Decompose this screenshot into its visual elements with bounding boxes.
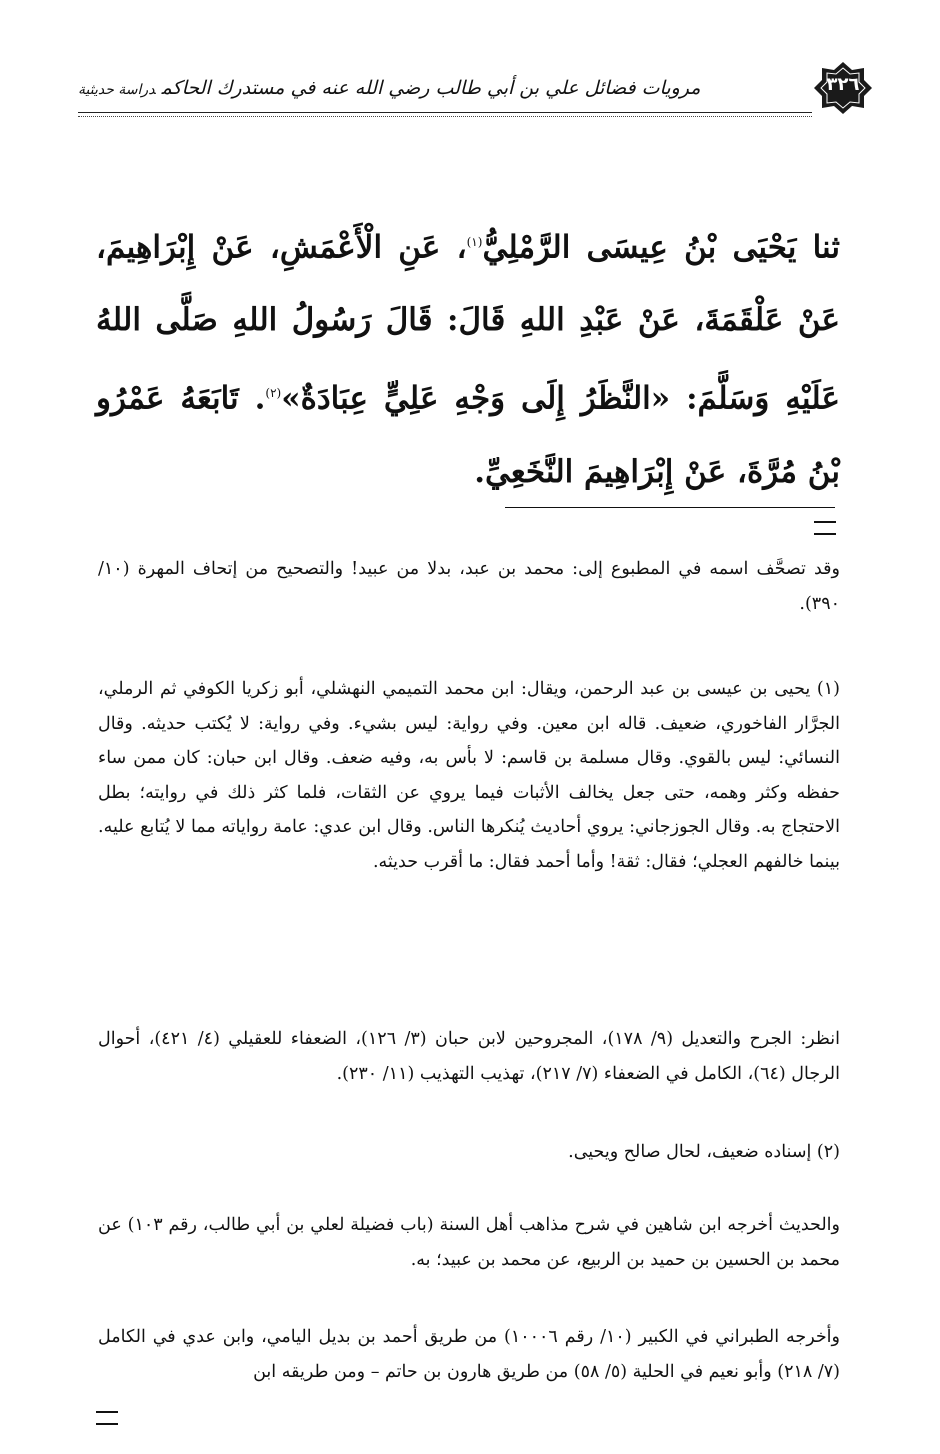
footnote-ref-1: (١) — [466, 235, 483, 249]
footnote-references: انظر: الجرح والتعديل (٩/ ١٧٨)، المجروحين لابن حبان (٣/ ١٢٦)، الضعفاء للعقيلي (٤/ ٤٢١)، أحوال الرجال (٦٤)، الكامل في الضعفاء (٧/ ٢١٧)، تهذيب التهذيب (١١/ ٢٣٠). — [98, 1029, 840, 1084]
hadith-part-3: . تَابَعَهُ عَمْرُو بْنُ مُرَّةَ، عَنْ إِبْرَاهِيمَ النَّخَعِيِّ. — [96, 380, 840, 490]
hadith-part-2: ، عَنِ الْأَعْمَشِ، عَنْ إِبْرَاهِيمَ، عَنْ عَلْقَمَةَ، عَنْ عَبْدِ اللهِ قَالَ: قَالَ رَسُولُ اللهِ صَلَّى اللهُ عَلَيْهِ وَسَلَّمَ: «النَّظَرُ إِلَى وَجْهِ عَلِيٍّ عِبَادَةٌ» — [96, 229, 840, 417]
header-rule-dotted — [78, 116, 812, 117]
footnote-continuation: وقد تصحَّف اسمه في المطبوع إلى: محمد بن عبد، بدلا من عبيد! والتصحيح من إتحاف المهرة (١٠/ ٣٩٠). — [98, 559, 840, 614]
footnote-ref-2: (٢) — [265, 386, 282, 401]
footnote-2: (٢) إسناده ضعيف، لحال صالح ويحيى. — [568, 1142, 840, 1162]
hadith-text — [96, 206, 840, 509]
continuation-mark-bottom — [96, 1411, 118, 1425]
running-title — [78, 77, 700, 99]
page-header — [78, 66, 868, 110]
hadith-part-1: ثنا يَحْيَى بْنُ عِيسَى الرَّمْلِيُّ — [482, 229, 841, 266]
continuation-mark-top — [814, 521, 836, 535]
page-number-badge — [812, 60, 874, 116]
header-rule — [78, 112, 812, 113]
footnote-separator — [505, 507, 835, 508]
takhrij-paragraph-2: وأخرجه الطبراني في الكبير (١٠/ رقم ١٠٠٠٦) من طريق أحمد بن بديل اليامي، وابن عدي في الكامل (٧/ ٢١٨) وأبو نعيم في الحلية (٥/ ٥٨) من طريق هارون بن حاتم – ومن طريقه ابن — [98, 1327, 840, 1382]
footnote-1: (١) يحيى بن عيسى بن عبد الرحمن، ويقال: ابن محمد التميمي النهشلي، أبو زكريا الكوفي ثم الرملي، الجرَّار الفاخوري، ضعيف. قاله ابن معين. وفي رواية: ليس بشيء. وفي رواية: لا يُكتب حديثه. وقال النسائي: ليس بالقوي. وقال مسلمة بن قاسم: لا بأس به، وفيه ضعف. وقال ابن حبان: كان ممن ساء حفظه وكثر وهمه، حتى جعل يخالف الأثبات فيما يروي عن الثقات، فلما كثر ذلك في روايته؛ بطل الاحتجاج به. وقال الجوزجاني: يروي أحاديث يُنكرها الناس. وقال ابن عدي: عامة رواياته مما لا يُتابع عليه. بينما خالفهم العجلي؛ فقال: ثقة! وأما أحمد فقال: ما أقرب حديثه. — [98, 679, 840, 872]
takhrij-paragraph-1: والحديث أخرجه ابن شاهين في شرح مذاهب أهل السنة (باب فضيلة لعلي بن أبي طالب، رقم ١٠٣) عن محمد بن الحسين بن حميد بن الربيع، عن محمد بن عبيد؛ به. — [98, 1215, 840, 1270]
header-title-text: مرويات فضائل علي بن أبي طالب رضي الله عنه في مستدرك الحاكم — [161, 77, 701, 99]
page-number: ٣٢٦ — [826, 74, 860, 95]
header-subtitle: دراسة حديثية — [78, 82, 156, 98]
